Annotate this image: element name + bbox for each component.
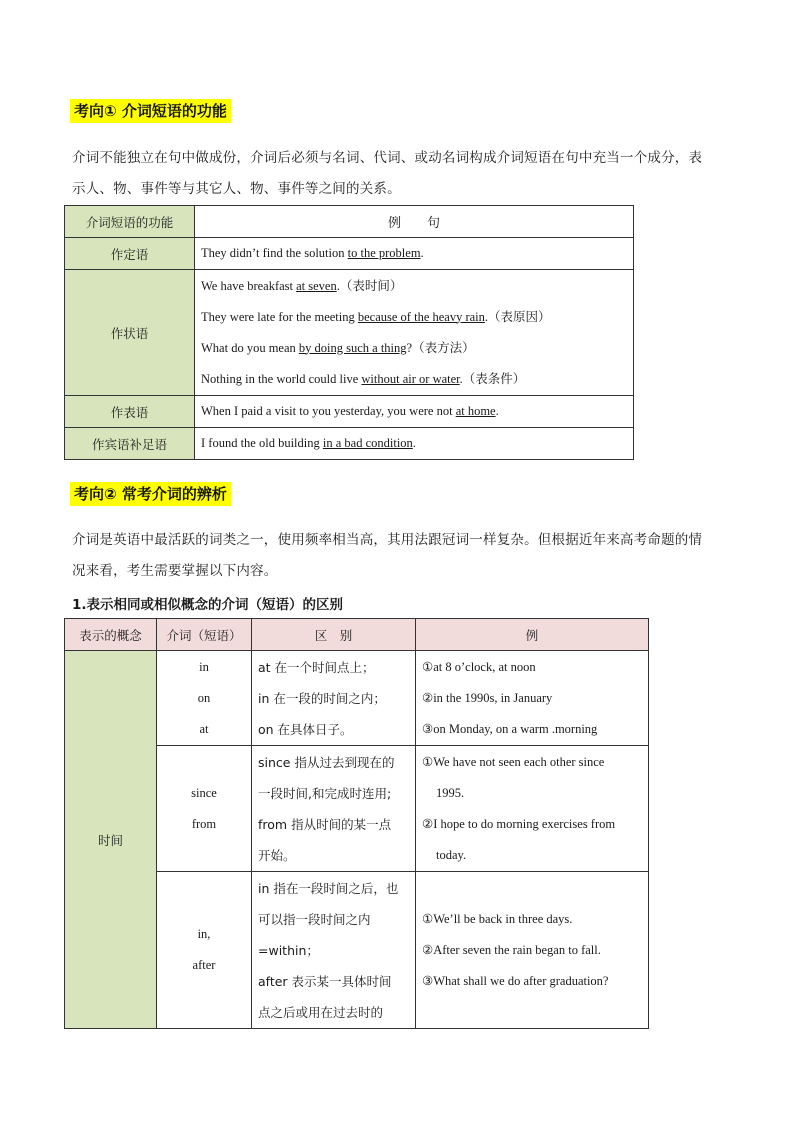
section1-intro	[72, 143, 722, 205]
table1-func-cell: 作表语	[65, 396, 195, 428]
table2-diff-cell: in 指在一段时间之后，也 可以指一段时间之内 =within； after 表示某一具体时间 点之后或用在过去时的	[252, 872, 416, 1029]
section1-intro-line2: 示人、物、事件等与其它人、物、事件等之间的关系。	[72, 181, 401, 197]
prep-phrase-underline: at seven	[296, 278, 337, 293]
table1-example-cell: They didn’t find the solution to the problem.	[195, 238, 634, 270]
prep-phrase-underline: without air or water	[361, 371, 460, 386]
table2-header-diff: 区 别	[252, 619, 416, 651]
prep-comparison-table	[64, 618, 649, 1029]
table2-prep-cell: in on at	[157, 651, 252, 746]
table1-func-cell: 作宾语补足语	[65, 428, 195, 460]
table2-example-cell: ①We have not seen each other since 1995. ②I hope to do morning exercises from today.	[416, 746, 649, 872]
prep-phrase-function-table	[64, 205, 634, 460]
table-row	[65, 651, 649, 746]
table2-diff-cell: since 指从过去到现在的 一段时间,和完成时连用; from 指从时间的某一点 开始。	[252, 746, 416, 872]
table2-diff-cell: at 在一个时间点上； in 在一段的时间之内； on 在具体日子。	[252, 651, 416, 746]
table1-example-cell: When I paid a visit to you yesterday, you were not at home.	[195, 396, 634, 428]
table-row	[65, 396, 634, 428]
prep-phrase-underline: in a bad condition	[322, 436, 413, 450]
section1-title: 考向① 介词短语的功能	[70, 99, 231, 123]
section2-intro	[72, 525, 722, 587]
table-row	[65, 270, 634, 396]
table2-prep-cell: in, after	[157, 872, 252, 1029]
prep-phrase-underline: by doing such a thing	[298, 340, 407, 355]
table2-header-example: 例	[416, 619, 649, 651]
table2-header-concept: 表示的概念	[65, 619, 157, 651]
table1-header-function: 介词短语的功能	[65, 206, 195, 238]
table1-func-cell: 作定语	[65, 238, 195, 270]
prep-phrase-underline: because of the heavy rain	[357, 309, 485, 324]
section2-subheading: 1.表示相同或相似概念的介词（短语）的区别	[72, 597, 344, 613]
table2-prep-cell: since from	[157, 746, 252, 872]
table2-concept-cell: 时间	[65, 651, 157, 1029]
table1-func-cell: 作状语	[65, 270, 195, 396]
table1-example-cell: I found the old building in a bad condition.	[195, 428, 634, 460]
table1-example-cell: We have breakfast at seven.（表时间） They were late for the meeting because of the heavy rain.（表原因） What do you mean by doing such a thing?（表方法） Nothing in the world could live without air or water.（表条件）	[195, 270, 634, 396]
table2-example-cell: ①at 8 o’clock, at noon ②in the 1990s, in January ③on Monday, on a warm .morning	[416, 651, 649, 746]
prep-phrase-underline: at home	[455, 404, 496, 418]
table2-header-prep: 介词（短语）	[157, 619, 252, 651]
table1-header-example: 例 句	[195, 206, 634, 238]
table-row	[65, 428, 634, 460]
section1-intro-line1: 介词不能独立在句中做成份，介词后必须与名词、代词、或动名词构成介词短语在句中充当一个成分，表	[72, 150, 703, 166]
section2-title: 考向② 常考介词的辨析	[70, 482, 231, 506]
section2-intro-line2: 况来看，考生需要掌握以下内容。	[72, 563, 278, 579]
section2-intro-line1: 介词是英语中最活跃的词类之一，使用频率相当高，其用法跟冠词一样复杂。但根据近年来高考命题的情	[72, 532, 703, 548]
table-row	[65, 238, 634, 270]
table2-example-cell: ①We’ll be back in three days. ②After seven the rain began to fall. ③What shall we do after graduation?	[416, 872, 649, 1029]
prep-phrase-underline: to the problem	[347, 246, 421, 260]
